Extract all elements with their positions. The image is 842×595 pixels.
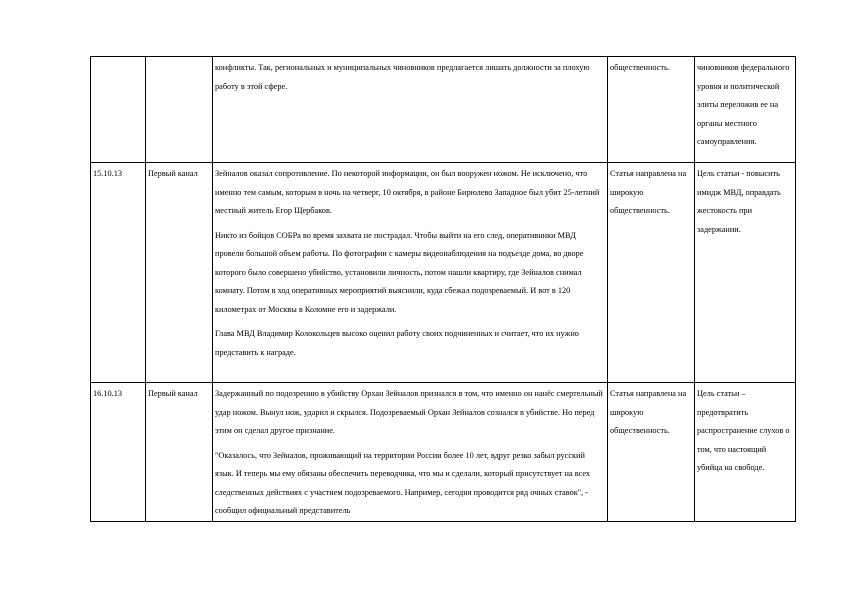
content-paragraph: Никто из бойцов СОБРа во время захвата не пострадал. Чтобы выйти на его след, оперативники МВД провели большой объем работы. По фотографии с камеры видеонаблюдения на подъезде дома, во дворе которого было совершено убийство, установили личность, потом нашли квартиру, где Зейналов снимал комнату. Потом в ход оперативных мероприятий выяснили, куда сбежал подозреваемый. И вот в 120 километрах от Москвы в Коломне его и задержали. bbox=[215, 230, 584, 314]
table-row bbox=[91, 163, 796, 383]
source-cell bbox=[146, 57, 213, 163]
content-cell bbox=[213, 163, 608, 383]
source-cell: Первый канал bbox=[146, 163, 213, 383]
direction-cell: общественность. bbox=[608, 57, 695, 163]
content-cell bbox=[213, 383, 608, 522]
date-cell: 15.10.13 bbox=[91, 163, 146, 383]
content-paragraph: Глава МВД Владимир Колокольцев высоко оценил работу своих подчиненных и считает, что их нужно представить к награде. bbox=[215, 329, 579, 357]
content-paragraph: Задержанный по подозрению в убийству Орхан Зейналов признался в том, что именно он нанёс смертельный удар ножом. Вынул нож, ударил и скрылся. Подозреваемый Орхан Зейналов сознался в убийстве. Но перед этим он сделал другое признание. bbox=[215, 389, 603, 435]
date-cell bbox=[91, 57, 146, 163]
content-cell bbox=[213, 57, 608, 163]
direction-cell: Статья направлена на широкую общественность. bbox=[608, 383, 695, 522]
source-cell: Первый канал bbox=[146, 383, 213, 522]
table-row bbox=[91, 57, 796, 163]
goal-cell: Цель статьи – предотвратить распространение слухов о том, что настоящий убийца на свободе. bbox=[695, 383, 796, 522]
content-paragraph: "Оказалось, что Зейналов, проживающий на территории России более 10 лет, вдруг резко забыл русский язык. И теперь мы ему обязаны обеспечить переводчика, что мы и сделали, который присутствует на всех следственных действиях с участием подозреваемого. Например, сегодня проводится ряд очных ставок", - сообщил официальный представитель bbox=[215, 450, 591, 515]
date-cell: 16.10.13 bbox=[91, 383, 146, 522]
report-table bbox=[90, 56, 796, 522]
table-row bbox=[91, 383, 796, 522]
goal-cell: Цель статьи - повысить имидж МВД, оправдать жестокость при задержании. bbox=[695, 163, 796, 383]
content-paragraph: Зейналов оказал сопротивление. По некоторой информации, он был вооружен ножом. Не исключено, что именно тем самым, которым в ночь на четверг, 10 октября, в районе Бирюлево Западное был убит 25-летний местный житель Егор Щербаков. bbox=[215, 169, 600, 215]
content-paragraph: конфликты. Так, региональных и муниципальных чиновников предлагается лишать должности за плохую работу в этой сфере. bbox=[215, 63, 590, 91]
goal-cell: чиновников федерального уровня и политической элиты переложив ее на органы местного самоуправления. bbox=[695, 57, 796, 163]
direction-cell: Статья направлена на широкую общественность. bbox=[608, 163, 695, 383]
